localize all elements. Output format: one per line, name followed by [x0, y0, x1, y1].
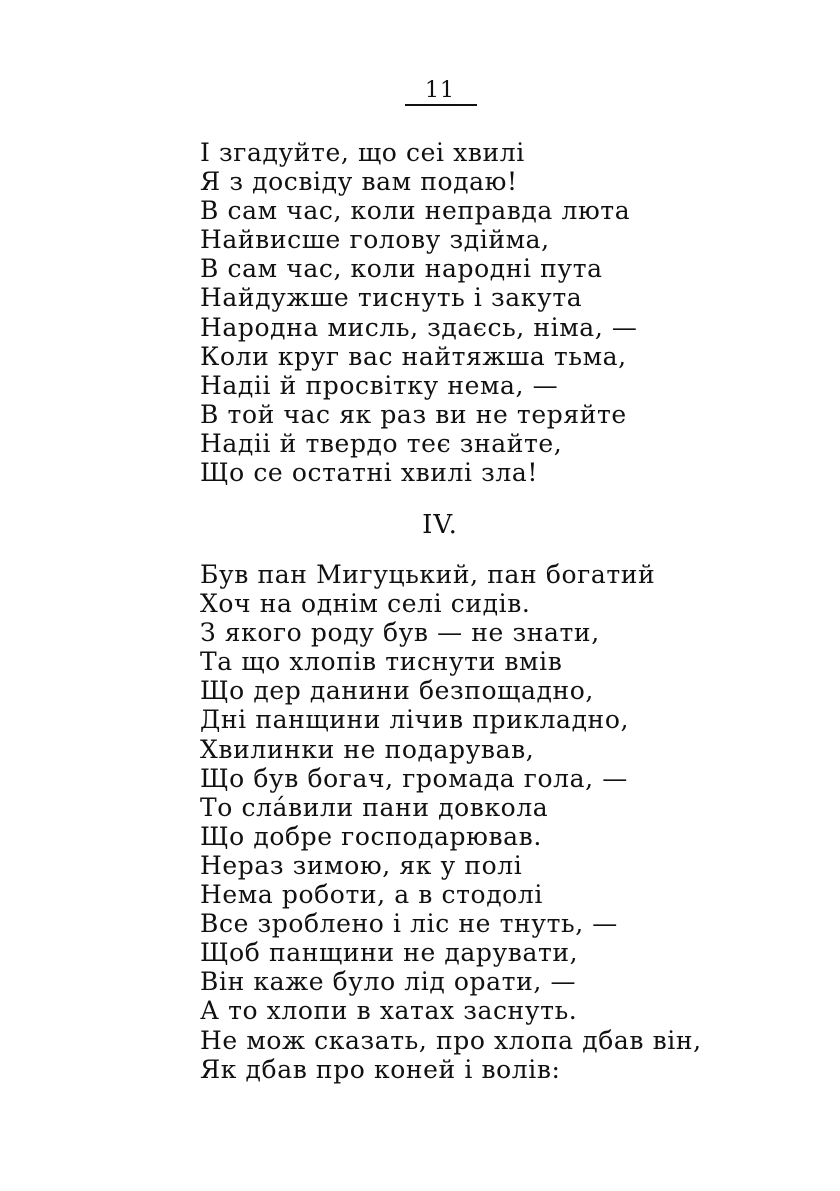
poem-line: Що був богач, громада гола, — — [200, 763, 628, 793]
poem-line: Нераз зимою, як у полі — [200, 850, 523, 880]
poem-line: Все зроблено і ліс не тнуть, — — [200, 909, 618, 939]
poem-line: Найвисше голову здійма, — [200, 225, 550, 255]
poem-line: Не мож сказать, про хлопа дбав він, — [200, 1025, 702, 1055]
poem-line: Що се остатні хвилі зла! — [200, 458, 539, 488]
poem-line: То слáвили пани довкола — [200, 792, 549, 822]
poem-line: В сам час, коли неправда люта — [200, 196, 631, 226]
poem-line: Хвилинки не подарував, — [200, 734, 535, 764]
page-number: 11 — [425, 78, 455, 103]
poem-line: Дні панщини лічив прикладно, — [200, 705, 630, 735]
poem-line: І згадуйте, що сеі хвилі — [200, 138, 525, 167]
poem-line: Найдужше тиснуть і закута — [200, 283, 583, 313]
poem-line: Та що хлопів тиснути вмів — [200, 647, 563, 677]
section-heading: IV. — [422, 510, 458, 540]
poem-line: В той час як раз ви не теряйте — [200, 399, 627, 429]
poem-stanza-1 — [200, 138, 638, 487]
poem-line: Що дер данини безпощадно, — [200, 676, 594, 706]
poem-line: Коли круг вас найтяжша тьма, — [200, 341, 627, 371]
poem-line: Хоч на однім селі сидів. — [200, 589, 531, 619]
poem-line: В сам час, коли народні пута — [200, 254, 603, 284]
poem-line: Був пан Мигуцький, пан богатий — [200, 560, 656, 589]
poem-line: Щоб панщини не дарувати, — [200, 938, 579, 968]
poem-line: Як дбав про коней і волів: — [200, 1054, 561, 1084]
page-number-rule — [405, 104, 477, 106]
poem-stanza-2 — [200, 560, 702, 1084]
poem-line: З якого роду був — не знати, — [200, 618, 600, 648]
poem-line: Нема роботи, а в стодолі — [200, 880, 543, 910]
poem-line: Що добре господарював. — [200, 821, 542, 851]
poem-line: А то хлопи в хатах заснуть. — [200, 996, 578, 1026]
poem-line: Народна мисль, здаєсь, німа, — — [200, 312, 638, 342]
poem-line: Надіі й твердо теє знайте, — [200, 428, 563, 458]
poem-line: Я з досвіду вам подаю! — [200, 167, 518, 197]
poem-line: Він каже було лід орати, — — [200, 967, 577, 997]
poem-line: Надіі й просвітку нема, — — [200, 370, 559, 400]
